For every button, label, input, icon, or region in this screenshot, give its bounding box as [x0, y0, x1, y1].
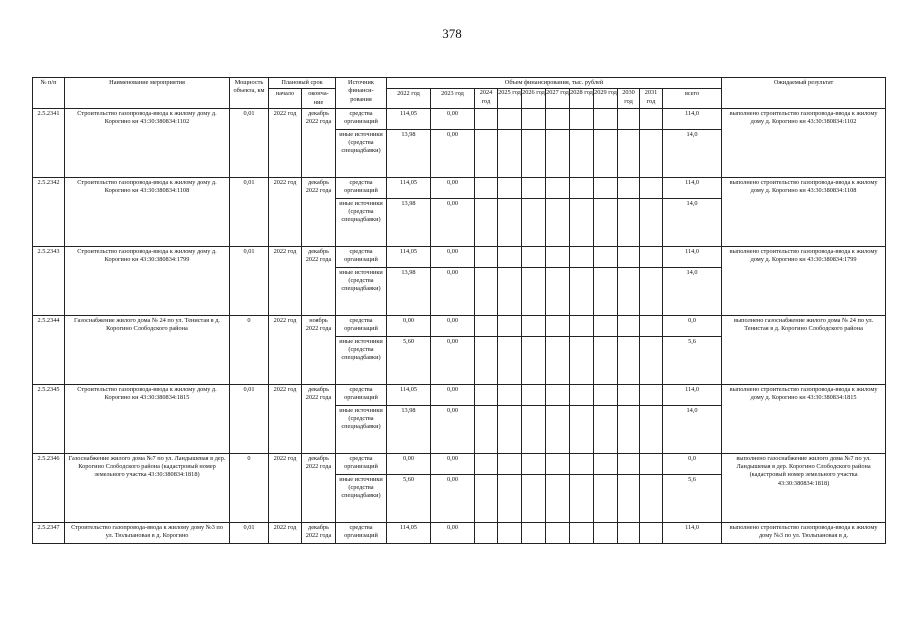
year-empty-cell — [618, 198, 640, 246]
total-cell: 14,0 — [663, 198, 722, 246]
year-2023-cell: 0,00 — [431, 405, 475, 453]
activity-name: Строительство газопровода-ввода к жилому дому д. Корогино кн 43:30:380834:1108 — [65, 177, 230, 246]
year-empty-cell — [594, 522, 618, 543]
year-empty-cell — [522, 177, 546, 198]
year-empty-cell — [570, 198, 594, 246]
year-empty-cell — [640, 129, 663, 177]
table-row — [33, 522, 886, 543]
row-number: 2.5.2341 — [33, 108, 65, 177]
year-empty-cell — [618, 267, 640, 315]
year-empty-cell — [498, 267, 522, 315]
year-2022-cell: 13,98 — [387, 198, 431, 246]
source-cell: средства организаций — [336, 315, 387, 336]
year-empty-cell — [546, 405, 570, 453]
total-cell: 5,6 — [663, 474, 722, 522]
year-empty-cell — [570, 108, 594, 129]
year-empty-cell — [640, 315, 663, 336]
year-empty-cell — [594, 453, 618, 474]
table-row — [33, 108, 886, 129]
year-2023-cell: 0,00 — [431, 246, 475, 267]
year-empty-cell — [522, 267, 546, 315]
year-empty-cell — [618, 129, 640, 177]
total-cell: 0,0 — [663, 315, 722, 336]
header-name: Наименование мероприятия — [65, 78, 230, 109]
activity-name: Строительство газопровода-ввода к жилому дому №3 по ул. Тюльпановая в д. Корогино — [65, 522, 230, 543]
year-empty-cell — [594, 177, 618, 198]
expected-result: выполнено газоснабжение жилого дома № 24 по ул. Тенистая в д. Корогино Слободского района — [722, 315, 886, 384]
year-empty-cell — [522, 108, 546, 129]
page-number: 378 — [442, 26, 462, 41]
year-empty-cell — [522, 405, 546, 453]
year-empty-cell — [546, 246, 570, 267]
year-empty-cell — [570, 474, 594, 522]
total-cell: 114,0 — [663, 522, 722, 543]
source-cell: иные источники (средства спецнадбавки) — [336, 267, 387, 315]
year-empty-cell — [498, 405, 522, 453]
term-start-cell: 2022 год — [269, 315, 302, 384]
year-empty-cell — [618, 405, 640, 453]
year-empty-cell — [498, 177, 522, 198]
row-number: 2.5.2346 — [33, 453, 65, 522]
year-empty-cell — [640, 246, 663, 267]
year-2023-cell: 0,00 — [431, 177, 475, 198]
row-number: 2.5.2343 — [33, 246, 65, 315]
year-empty-cell — [546, 198, 570, 246]
year-empty-cell — [618, 108, 640, 129]
capacity-cell: 0,01 — [230, 246, 269, 315]
source-cell: средства организаций — [336, 177, 387, 198]
term-end-cell: декабрь 2022 года — [302, 246, 336, 315]
source-cell: иные источники (средства спецнадбавки) — [336, 198, 387, 246]
activity-name: Строительство газопровода-ввода к жилому дому д. Корогино кн 43:30:380834:1799 — [65, 246, 230, 315]
row-number: 2.5.2347 — [33, 522, 65, 543]
capacity-cell: 0,01 — [230, 522, 269, 543]
total-cell: 114,0 — [663, 246, 722, 267]
header-year: 2025 год — [498, 89, 522, 109]
year-empty-cell — [640, 453, 663, 474]
year-empty-cell — [498, 108, 522, 129]
year-empty-cell — [618, 246, 640, 267]
header-year: 2026 год — [522, 89, 546, 109]
total-cell: 5,6 — [663, 336, 722, 384]
year-empty-cell — [640, 336, 663, 384]
header-year: 2030 год — [618, 89, 640, 109]
year-2023-cell: 0,00 — [431, 474, 475, 522]
year-2022-cell: 114,05 — [387, 177, 431, 198]
term-end-cell: декабрь 2022 года — [302, 453, 336, 522]
year-2022-cell: 5,60 — [387, 336, 431, 384]
year-2023-cell: 0,00 — [431, 453, 475, 474]
header-year: 2028 год — [570, 89, 594, 109]
year-empty-cell — [618, 336, 640, 384]
funding-table — [32, 77, 886, 544]
year-empty-cell — [475, 405, 498, 453]
source-cell: средства организаций — [336, 453, 387, 474]
term-start-cell: 2022 год — [269, 108, 302, 177]
year-2022-cell: 114,05 — [387, 384, 431, 405]
year-empty-cell — [475, 267, 498, 315]
year-2022-cell: 5,60 — [387, 474, 431, 522]
header-year: 2023 год — [431, 89, 475, 109]
header-funding: Объем финансирования, тыс. рублей — [387, 78, 722, 89]
year-2022-cell: 13,98 — [387, 405, 431, 453]
capacity-cell: 0 — [230, 453, 269, 522]
table-row — [33, 177, 886, 198]
year-empty-cell — [570, 384, 594, 405]
year-empty-cell — [594, 129, 618, 177]
table-row — [33, 246, 886, 267]
year-2022-cell: 0,00 — [387, 315, 431, 336]
year-empty-cell — [570, 336, 594, 384]
year-2023-cell: 0,00 — [431, 522, 475, 543]
total-cell: 114,0 — [663, 384, 722, 405]
year-empty-cell — [618, 177, 640, 198]
year-empty-cell — [475, 453, 498, 474]
year-empty-cell — [475, 108, 498, 129]
header-term-end: оконча-ние — [302, 89, 336, 109]
year-empty-cell — [522, 336, 546, 384]
year-empty-cell — [594, 267, 618, 315]
year-empty-cell — [475, 522, 498, 543]
year-empty-cell — [546, 453, 570, 474]
term-start-cell: 2022 год — [269, 384, 302, 453]
year-empty-cell — [570, 453, 594, 474]
table-row — [33, 384, 886, 405]
year-empty-cell — [594, 108, 618, 129]
year-empty-cell — [546, 474, 570, 522]
total-cell: 0,0 — [663, 453, 722, 474]
source-cell: иные источники (средства спецнадбавки) — [336, 474, 387, 522]
header-capacity: Мощность объекта, км — [230, 78, 269, 109]
year-empty-cell — [522, 474, 546, 522]
year-empty-cell — [640, 198, 663, 246]
year-empty-cell — [570, 315, 594, 336]
year-empty-cell — [618, 384, 640, 405]
year-2023-cell: 0,00 — [431, 336, 475, 384]
header-term-start: начало — [269, 89, 302, 109]
year-empty-cell — [570, 522, 594, 543]
year-empty-cell — [498, 522, 522, 543]
year-empty-cell — [498, 453, 522, 474]
year-empty-cell — [522, 246, 546, 267]
expected-result: выполнено строительство газопровода-ввода к жилому дому д. Корогино кн 43:30:380834:1815 — [722, 384, 886, 453]
term-end-cell: декабрь 2022 года — [302, 384, 336, 453]
capacity-cell: 0,01 — [230, 177, 269, 246]
header-year: 2031 год — [640, 89, 663, 109]
term-end-cell: декабрь 2022 года — [302, 177, 336, 246]
year-empty-cell — [594, 315, 618, 336]
year-empty-cell — [475, 336, 498, 384]
header-total: всего — [663, 89, 722, 109]
year-empty-cell — [640, 108, 663, 129]
total-cell: 114,0 — [663, 108, 722, 129]
year-empty-cell — [594, 405, 618, 453]
year-empty-cell — [475, 384, 498, 405]
year-empty-cell — [522, 384, 546, 405]
table-row — [33, 315, 886, 336]
year-empty-cell — [498, 315, 522, 336]
year-empty-cell — [546, 315, 570, 336]
activity-name: Строительство газопровода-ввода к жилому дому д. Корогино кн 43:30:380834:1815 — [65, 384, 230, 453]
year-empty-cell — [594, 246, 618, 267]
year-2023-cell: 0,00 — [431, 267, 475, 315]
activity-name: Газоснабжение жилого дома №7 по ул. Ландышевая в дер. Корогино Слободского района (кадастровый номер земельного участка 43:30:380834:1818) — [65, 453, 230, 522]
year-2022-cell: 114,05 — [387, 246, 431, 267]
term-start-cell: 2022 год — [269, 522, 302, 543]
total-cell: 14,0 — [663, 267, 722, 315]
source-cell: средства организаций — [336, 108, 387, 129]
year-empty-cell — [522, 315, 546, 336]
expected-result: выполнено строительство газопровода-ввода к жилому дому №3 по ул. Тюльпановая в д. — [722, 522, 886, 543]
header-year: 2027 год — [546, 89, 570, 109]
total-cell: 14,0 — [663, 129, 722, 177]
year-empty-cell — [475, 474, 498, 522]
year-2023-cell: 0,00 — [431, 108, 475, 129]
year-empty-cell — [546, 384, 570, 405]
expected-result: выполнено строительство газопровода-ввода к жилому дому д. Корогино кн 43:30:380834:1799 — [722, 246, 886, 315]
header-result: Ожидаемый результат — [722, 78, 886, 109]
total-cell: 14,0 — [663, 405, 722, 453]
source-cell: средства организаций — [336, 522, 387, 543]
year-empty-cell — [475, 198, 498, 246]
year-empty-cell — [498, 129, 522, 177]
term-start-cell: 2022 год — [269, 246, 302, 315]
year-empty-cell — [640, 405, 663, 453]
year-2023-cell: 0,00 — [431, 198, 475, 246]
table-row — [33, 453, 886, 474]
header-year: 2029 год — [594, 89, 618, 109]
source-cell: иные источники (средства спецнадбавки) — [336, 129, 387, 177]
year-empty-cell — [498, 336, 522, 384]
year-2023-cell: 0,00 — [431, 315, 475, 336]
year-2022-cell: 13,98 — [387, 267, 431, 315]
year-empty-cell — [498, 474, 522, 522]
term-end-cell: декабрь 2022 года — [302, 108, 336, 177]
year-empty-cell — [618, 453, 640, 474]
year-empty-cell — [498, 384, 522, 405]
total-cell: 114,0 — [663, 177, 722, 198]
year-empty-cell — [522, 198, 546, 246]
activity-name: Строительство газопровода-ввода к жилому дому д. Корогино кн 43:30:380834:1102 — [65, 108, 230, 177]
expected-result: выполнено газоснабжение жилого дома №7 по ул. Ландышевая в дер. Корогино Слободского района (кадастровый номер земельного участка 43:30:380834:1818) — [722, 453, 886, 522]
year-empty-cell — [570, 267, 594, 315]
year-empty-cell — [640, 384, 663, 405]
expected-result: выполнено строительство газопровода-ввода к жилому дому д. Корогино кн 43:30:380834:1108 — [722, 177, 886, 246]
year-empty-cell — [546, 522, 570, 543]
year-empty-cell — [570, 405, 594, 453]
year-empty-cell — [570, 246, 594, 267]
header-row-1 — [33, 78, 886, 89]
year-empty-cell — [618, 522, 640, 543]
year-empty-cell — [546, 336, 570, 384]
year-empty-cell — [594, 474, 618, 522]
header-term: Плановый срок — [269, 78, 336, 89]
year-2022-cell: 0,00 — [387, 453, 431, 474]
header-source: Источник финанси-рования — [336, 78, 387, 109]
year-2022-cell: 13,98 — [387, 129, 431, 177]
activity-name: Газоснабжение жилого дома № 24 по ул. Тенистая в д. Корогино Слободского района — [65, 315, 230, 384]
year-2023-cell: 0,00 — [431, 384, 475, 405]
year-empty-cell — [570, 177, 594, 198]
year-empty-cell — [594, 384, 618, 405]
year-empty-cell — [498, 198, 522, 246]
header-year: 2024 год — [475, 89, 498, 109]
year-empty-cell — [618, 315, 640, 336]
year-empty-cell — [640, 177, 663, 198]
year-empty-cell — [522, 453, 546, 474]
source-cell: средства организаций — [336, 384, 387, 405]
term-end-cell: декабрь 2022 года — [302, 522, 336, 543]
header-year: 2022 год — [387, 89, 431, 109]
year-2022-cell: 114,05 — [387, 108, 431, 129]
capacity-cell: 0 — [230, 315, 269, 384]
year-empty-cell — [475, 246, 498, 267]
year-empty-cell — [475, 177, 498, 198]
row-number: 2.5.2342 — [33, 177, 65, 246]
capacity-cell: 0,01 — [230, 384, 269, 453]
year-empty-cell — [594, 336, 618, 384]
source-cell: иные источники (средства спецнадбавки) — [336, 336, 387, 384]
year-empty-cell — [546, 108, 570, 129]
header-num: № п/п — [33, 78, 65, 109]
source-cell: иные источники (средства спецнадбавки) — [336, 405, 387, 453]
year-empty-cell — [498, 246, 522, 267]
year-2023-cell: 0,00 — [431, 129, 475, 177]
source-cell: средства организаций — [336, 246, 387, 267]
year-empty-cell — [618, 474, 640, 522]
year-empty-cell — [546, 177, 570, 198]
row-number: 2.5.2345 — [33, 384, 65, 453]
term-end-cell: ноябрь 2022 года — [302, 315, 336, 384]
term-start-cell: 2022 год — [269, 453, 302, 522]
year-empty-cell — [570, 129, 594, 177]
year-empty-cell — [640, 267, 663, 315]
year-empty-cell — [546, 267, 570, 315]
year-empty-cell — [475, 315, 498, 336]
row-number: 2.5.2344 — [33, 315, 65, 384]
year-empty-cell — [522, 129, 546, 177]
year-empty-cell — [640, 522, 663, 543]
table-body — [33, 108, 886, 543]
term-start-cell: 2022 год — [269, 177, 302, 246]
year-empty-cell — [475, 129, 498, 177]
year-2022-cell: 114,05 — [387, 522, 431, 543]
year-empty-cell — [546, 129, 570, 177]
year-empty-cell — [594, 198, 618, 246]
capacity-cell: 0,01 — [230, 108, 269, 177]
year-empty-cell — [640, 474, 663, 522]
expected-result: выполнено строительство газопровода-ввода к жилому дому д. Корогино кн 43:30:380834:1102 — [722, 108, 886, 177]
year-empty-cell — [522, 522, 546, 543]
